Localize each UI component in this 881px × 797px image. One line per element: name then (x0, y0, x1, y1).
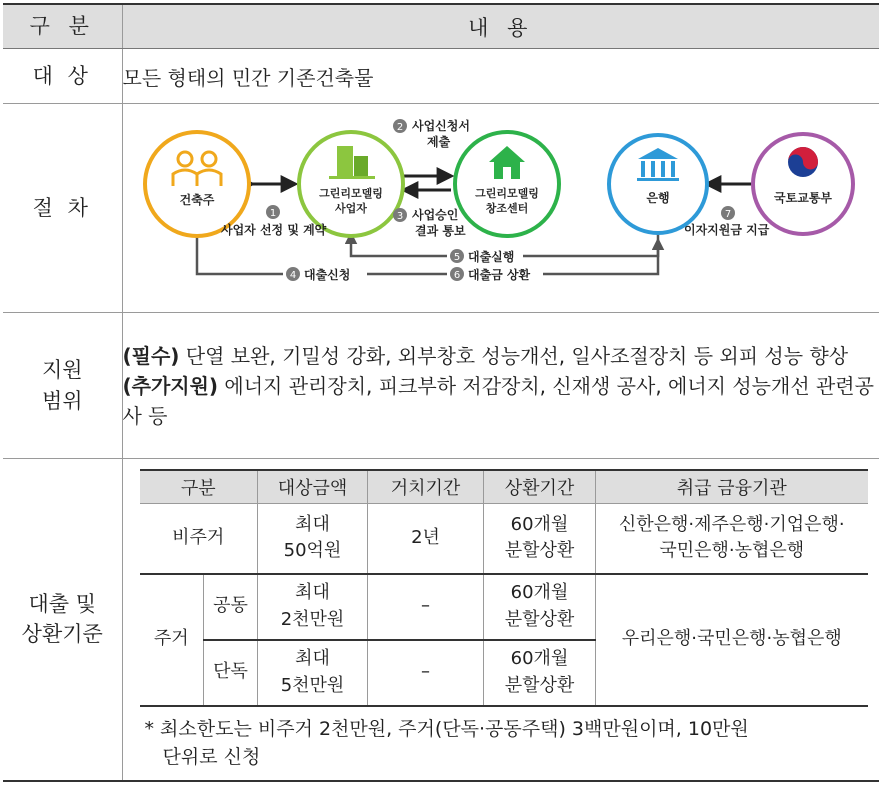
node-bank (609, 135, 707, 233)
loan-label-1: 대출 및 (28, 591, 97, 616)
step-2-text-2: 제출 (426, 135, 450, 149)
table-row (140, 504, 868, 574)
scope-label-2: 범위 (41, 388, 83, 413)
step-5 (447, 247, 523, 265)
step-3-number: 3 (396, 211, 403, 222)
step-1-text: 사업자 선정 및 계약 (220, 223, 326, 237)
step-3-text-1: 사업승인 (411, 208, 458, 222)
step-5-number: 5 (453, 252, 460, 263)
repay-line-2: 분할상환 (504, 674, 575, 696)
residential-grace: – (368, 574, 484, 640)
node-center (455, 132, 559, 236)
scope-additional (123, 371, 880, 431)
scope-content (122, 313, 879, 459)
step-4 (283, 265, 367, 283)
amount-line-2: 2천만원 (280, 608, 345, 630)
step-7-text: 이자지원금 지급 (683, 223, 769, 237)
procedure-diagram (123, 104, 880, 308)
banks-line-1: 신한은행·제주은행·기업은행· (618, 514, 845, 536)
scope-required (123, 341, 880, 371)
taegeuk-emblem-icon (788, 147, 818, 177)
step-2-text-1: 사업신청서 (411, 119, 470, 133)
repay-line-2: 분할상환 (504, 540, 575, 562)
procedure-diagram-cell (122, 104, 879, 313)
target-label: 대 상 (3, 49, 122, 104)
step-7-number: 7 (724, 209, 731, 220)
scope-label (3, 313, 122, 459)
residential-repay (484, 574, 596, 640)
loan-header-amount: 대상금액 (258, 470, 368, 504)
non-residential-type: 비주거 (140, 504, 258, 574)
additional-tag: (추가지원) (122, 373, 219, 398)
non-residential-grace: 2년 (368, 504, 484, 574)
additional-text: 에너지 관리장치, 피크부하 저감장치, 신재생 공사, 에너지 성능개선 관련공사 등 (122, 373, 874, 428)
required-tag: (필수) (122, 343, 180, 368)
repay-line-2: 분할상환 (504, 608, 575, 630)
target-value: 모든 형태의 민간 기존건축물 (122, 49, 879, 104)
residential-sub-type: 단독 (204, 640, 258, 706)
contractor-label-2: 사업자 (334, 202, 367, 215)
loan-program-table (3, 3, 879, 782)
step-1-number: 1 (269, 208, 276, 219)
step-4-number: 4 (289, 270, 296, 281)
node-owner (145, 132, 249, 236)
step-6-number: 6 (453, 270, 460, 281)
amount-line-1: 최대 (295, 648, 330, 670)
repay-line-1: 60개월 (510, 648, 569, 670)
step-5-text: 대출실행 (467, 250, 514, 264)
center-label-1: 그린리모델링 (474, 187, 539, 200)
loan-row (3, 459, 879, 781)
step-6 (447, 265, 543, 283)
arrow-loan-application (197, 234, 658, 274)
amount-line-2: 50억원 (283, 540, 342, 562)
repay-line-1: 60개월 (510, 514, 569, 536)
repay-line-1: 60개월 (510, 582, 569, 604)
procedure-label: 절 차 (3, 104, 122, 313)
scope-label-1: 지원 (41, 358, 83, 383)
header-content: 내 용 (122, 4, 879, 49)
step-3 (393, 207, 466, 238)
loan-header-category: 구분 (140, 470, 258, 504)
node-ministry (753, 134, 853, 234)
step-2-number: 2 (396, 122, 403, 133)
procedure-row (3, 104, 879, 313)
step-3-text-2: 결과 통보 (414, 224, 466, 238)
loan-header-row (140, 470, 868, 504)
footnote-line-2: 단위로 신청 (162, 746, 261, 768)
contractor-label-1: 그린리모델링 (318, 187, 383, 200)
amount-line-1: 최대 (295, 582, 330, 604)
residential-repay (484, 640, 596, 706)
target-row (3, 49, 879, 104)
residential-amount (258, 640, 368, 706)
residential-grace: – (368, 640, 484, 706)
footnote-line-1: * 최소한도는 비주거 2천만원, 주거(단독·공동주택) 3백만원이며, 10만원 (144, 717, 749, 740)
step-4-text: 대출신청 (303, 268, 350, 282)
non-residential-repay (484, 504, 596, 574)
required-text: 단열 보완, 기밀성 강화, 외부창호 성능개선, 일사조절장치 등 외피 성능 향상 (179, 343, 849, 368)
owner-label: 건축주 (179, 193, 214, 207)
residential-type: 주거 (140, 574, 204, 706)
table-header-row (3, 4, 879, 49)
loan-content (122, 459, 879, 781)
scope-row (3, 313, 879, 459)
amount-line-2: 5천만원 (280, 674, 345, 696)
residential-sub-type: 공동 (204, 574, 258, 640)
residential-amount (258, 574, 368, 640)
step-6-text: 대출금 상환 (467, 268, 530, 282)
loan-footnote (145, 715, 880, 772)
non-residential-banks (596, 504, 868, 574)
header-category: 구 분 (3, 4, 122, 49)
ministry-label: 국토교통부 (773, 191, 832, 205)
residential-banks: 우리은행·국민은행·농협은행 (596, 574, 868, 706)
center-label-2: 창조센터 (485, 202, 528, 215)
table-row (140, 574, 868, 640)
node-contractor (299, 132, 403, 236)
loan-label (3, 459, 122, 781)
bank-label: 은행 (645, 191, 670, 205)
non-residential-amount (258, 504, 368, 574)
banks-line-2: 국민은행·농협은행 (659, 540, 805, 562)
step-2 (393, 118, 470, 149)
amount-line-1: 최대 (295, 514, 330, 536)
loan-header-grace: 거치기간 (368, 470, 484, 504)
loan-terms-table (140, 469, 868, 707)
loan-header-repay: 상환기간 (484, 470, 596, 504)
loan-header-banks: 취급 금융기관 (596, 470, 868, 504)
loan-label-2: 상환기준 (21, 622, 103, 647)
